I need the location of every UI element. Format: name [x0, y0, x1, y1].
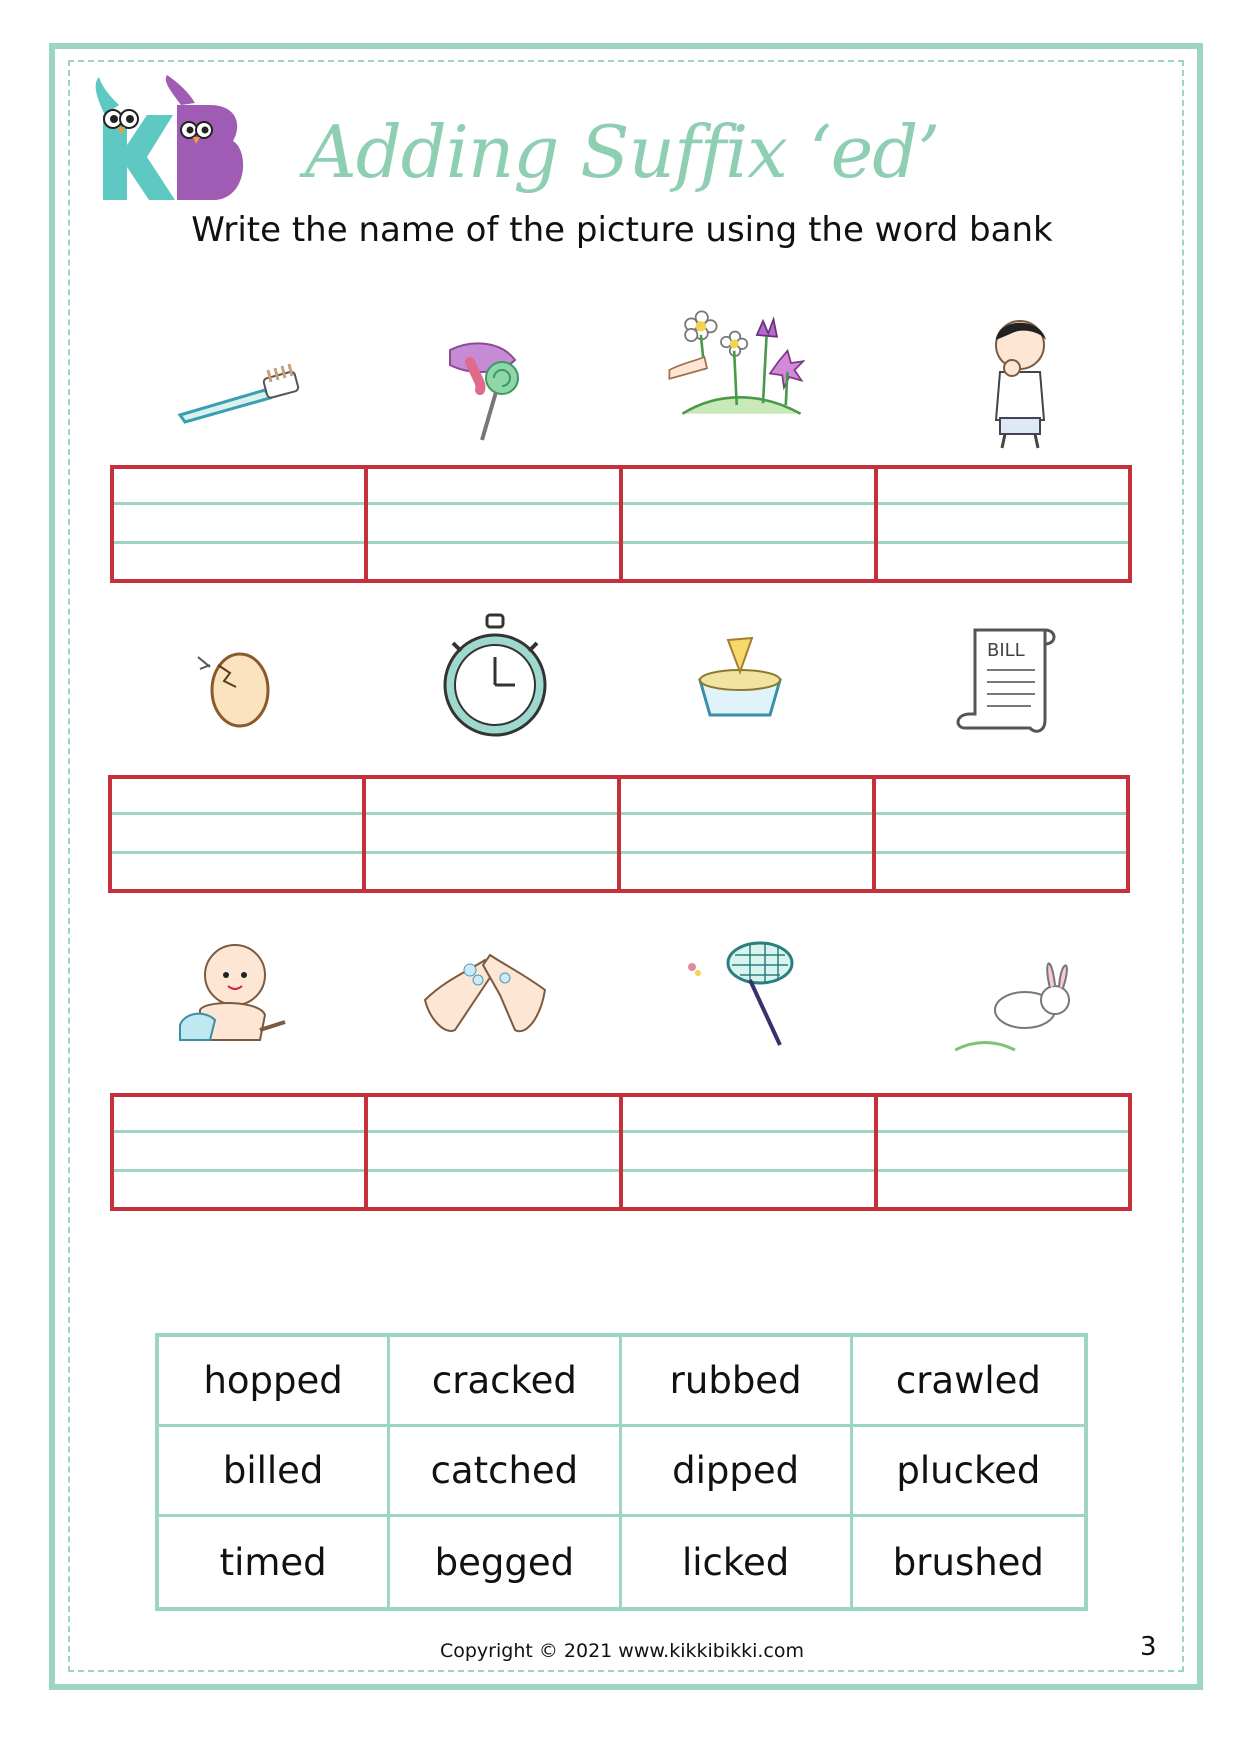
toothbrush-icon: [170, 320, 310, 460]
word-bank: [155, 1333, 1088, 1611]
word-bank-cell: billed: [159, 1427, 390, 1517]
word-bank-cell: hopped: [159, 1337, 390, 1427]
writing-row-1[interactable]: [110, 465, 1132, 583]
page-number: 3: [1140, 1632, 1157, 1662]
word-bank-cell: crawled: [853, 1337, 1084, 1427]
word-bank-cell: begged: [390, 1517, 621, 1607]
cracked-egg-icon: [170, 615, 310, 755]
stopwatch-icon: [425, 605, 565, 745]
boy-begging-icon: [950, 310, 1090, 450]
rubbing-hands-icon: [415, 930, 555, 1070]
hopping-bunny-icon: [955, 940, 1095, 1080]
lollipop-lick-icon: [420, 320, 560, 460]
bill-label: BILL: [987, 640, 1025, 661]
writing-row-3[interactable]: [110, 1093, 1132, 1211]
flower-pluck-icon: [665, 300, 805, 440]
word-bank-cell: licked: [622, 1517, 853, 1607]
word-bank-cell: cracked: [390, 1337, 621, 1427]
word-bank-cell: brushed: [892, 1540, 1044, 1584]
page-title: Adding Suffix ‘ed’: [304, 110, 940, 194]
word-bank-cell: plucked: [853, 1427, 1084, 1517]
instruction-text: Write the name of the picture using the word bank: [191, 210, 1053, 250]
crawling-baby-icon: [160, 930, 300, 1070]
word-bank-cell: timed: [159, 1517, 390, 1607]
copyright-footer: Copyright © 2021 www.kikkibikki.com: [439, 1640, 805, 1662]
bill-scroll-icon: [935, 610, 1075, 750]
word-bank-cell: catched: [390, 1427, 621, 1517]
writing-row-2[interactable]: [108, 775, 1130, 893]
chip-dip-icon: [670, 610, 810, 750]
word-bank-cell: dipped: [622, 1427, 853, 1517]
word-bank-cell: rubbed: [622, 1337, 853, 1427]
butterfly-net-icon: [680, 925, 820, 1065]
